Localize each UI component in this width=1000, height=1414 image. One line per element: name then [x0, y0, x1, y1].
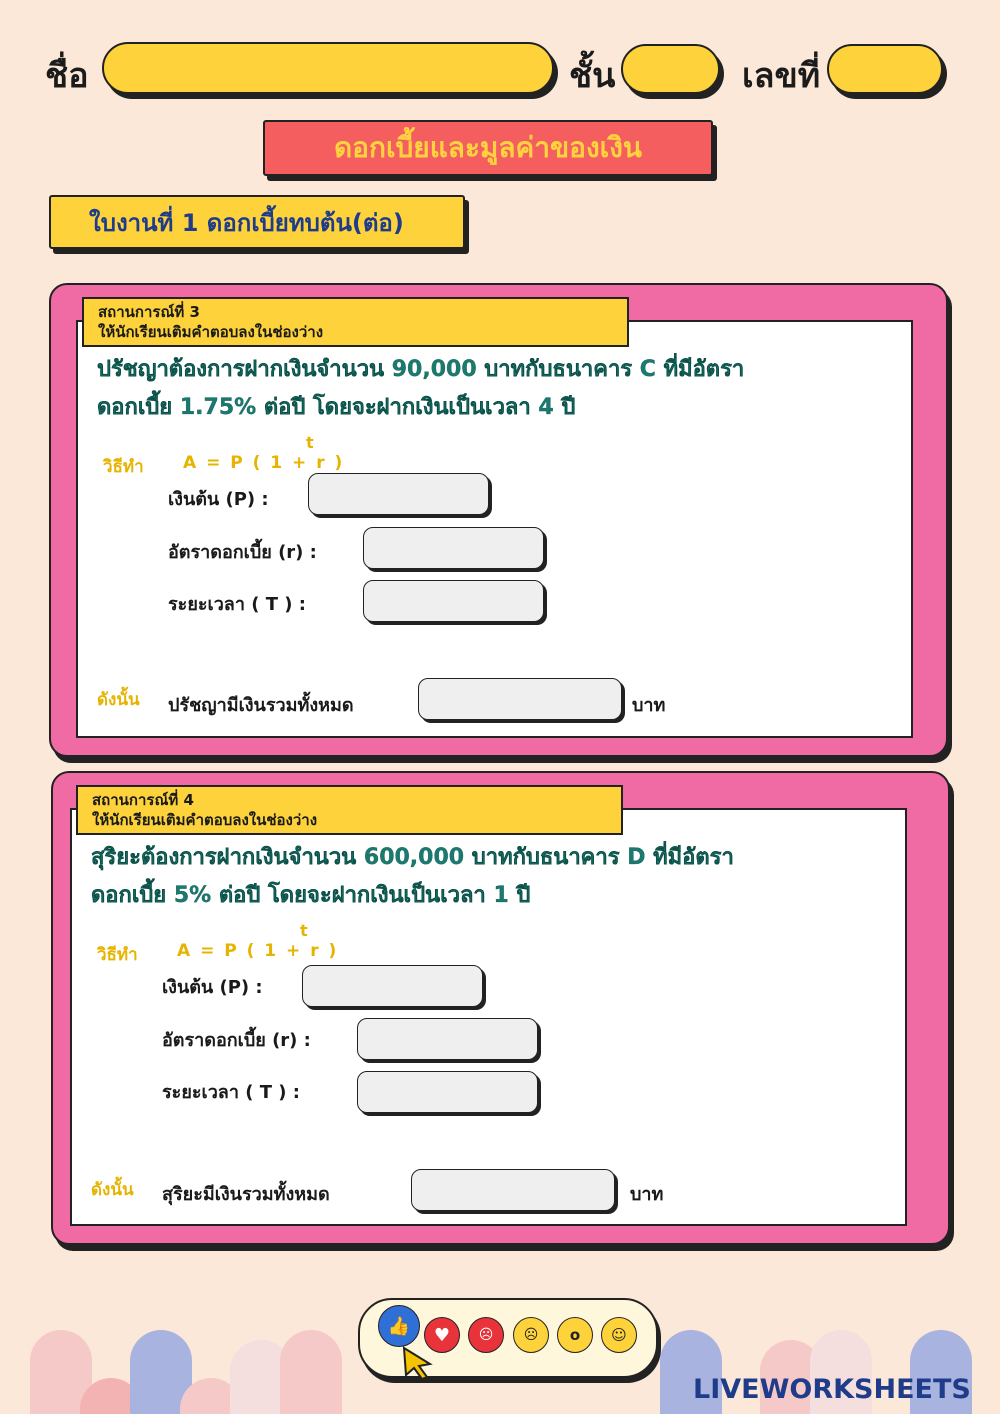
time-input[interactable] [357, 1071, 538, 1113]
instruction-text: ให้นักเรียนเติมคำตอบลงในช่องว่าง [92, 811, 318, 829]
principal-label: เงินต้น (P) : [162, 977, 263, 998]
number-input[interactable] [827, 44, 943, 94]
instruction-text: ให้นักเรียนเติมคำตอบลงในช่องว่าง [98, 323, 324, 341]
problem-text: สุริยะต้องการฝากเงินจำนวน 600,000 บาทกับธนาคาร D ที่มีอัตรา ดอกเบี้ย 5% ต่อปี โดยจะฝากเงินเป็นเวลา 1 ปี [91, 845, 734, 908]
problem-text: ปรัชญาต้องการฝากเงินจำนวน 90,000 บาทกับธนาคาร C ที่มีอัตรา ดอกเบี้ย 1.75% ต่อปี โดยจะฝากเงินเป็นเวลา 4 ปี [97, 357, 745, 420]
name-label: ชื่อ [45, 56, 89, 96]
brand-text: LIVEWORKSHEETS [693, 1374, 971, 1405]
page-title: ดอกเบี้ยและมูลค่าของเงิน [263, 120, 713, 176]
class-label: ชั้น [569, 56, 616, 96]
situation-tag [82, 297, 629, 347]
conclusion-label: ดังนั้น [97, 690, 140, 710]
time-label: ระยะเวลา ( T ) : [168, 594, 306, 615]
background-decoration [280, 1330, 342, 1414]
rate-label: อัตราดอกเบี้ย (r) : [162, 1030, 311, 1051]
method-label: วิธีทำ [97, 945, 138, 965]
principal-label: เงินต้น (P) : [168, 489, 269, 510]
worksheet-title: ใบงานที่ 1 ดอกเบี้ยทบต้น(ต่อ) [49, 195, 465, 249]
situation-number: สถานการณ์ที่ 4 [92, 791, 194, 809]
total-input[interactable] [411, 1169, 615, 1211]
situation-number: สถานการณ์ที่ 3 [98, 303, 200, 321]
situation-tag [76, 785, 623, 835]
surprised-icon[interactable]: o [557, 1317, 593, 1353]
formula-exponent: t [306, 433, 314, 452]
heart-icon[interactable]: ♥ [424, 1317, 460, 1353]
rate-label: อัตราดอกเบี้ย (r) : [168, 542, 317, 563]
rate-input[interactable] [363, 527, 544, 569]
like-icon[interactable]: 👍 [378, 1305, 420, 1347]
reaction-bar [358, 1298, 658, 1378]
rate-input[interactable] [357, 1018, 538, 1060]
laughing-icon[interactable]: ☺ [601, 1317, 637, 1353]
cursor-icon [400, 1346, 436, 1380]
formula: A = P ( 1 + r ) [183, 453, 345, 473]
total-label: สุริยะมีเงินรวมทั้งหมด [162, 1184, 330, 1205]
name-input[interactable] [102, 42, 554, 94]
number-label: เลขที่ [742, 56, 821, 96]
conclusion-label: ดังนั้น [91, 1180, 134, 1200]
method-label: วิธีทำ [103, 457, 144, 477]
formula-exponent: t [300, 921, 308, 940]
unit-label: บาท [630, 1184, 664, 1205]
confused-icon[interactable]: ☹ [513, 1317, 549, 1353]
brand-logo [693, 1374, 971, 1405]
total-input[interactable] [418, 678, 622, 720]
time-input[interactable] [363, 580, 544, 622]
principal-input[interactable] [308, 473, 489, 515]
class-input[interactable] [621, 44, 720, 94]
principal-input[interactable] [302, 965, 483, 1007]
time-label: ระยะเวลา ( T ) : [162, 1082, 300, 1103]
unit-label: บาท [632, 695, 666, 716]
formula: A = P ( 1 + r ) [177, 941, 339, 961]
angry-icon[interactable]: ☹ [468, 1317, 504, 1353]
total-label: ปรัชญามีเงินรวมทั้งหมด [168, 695, 354, 716]
